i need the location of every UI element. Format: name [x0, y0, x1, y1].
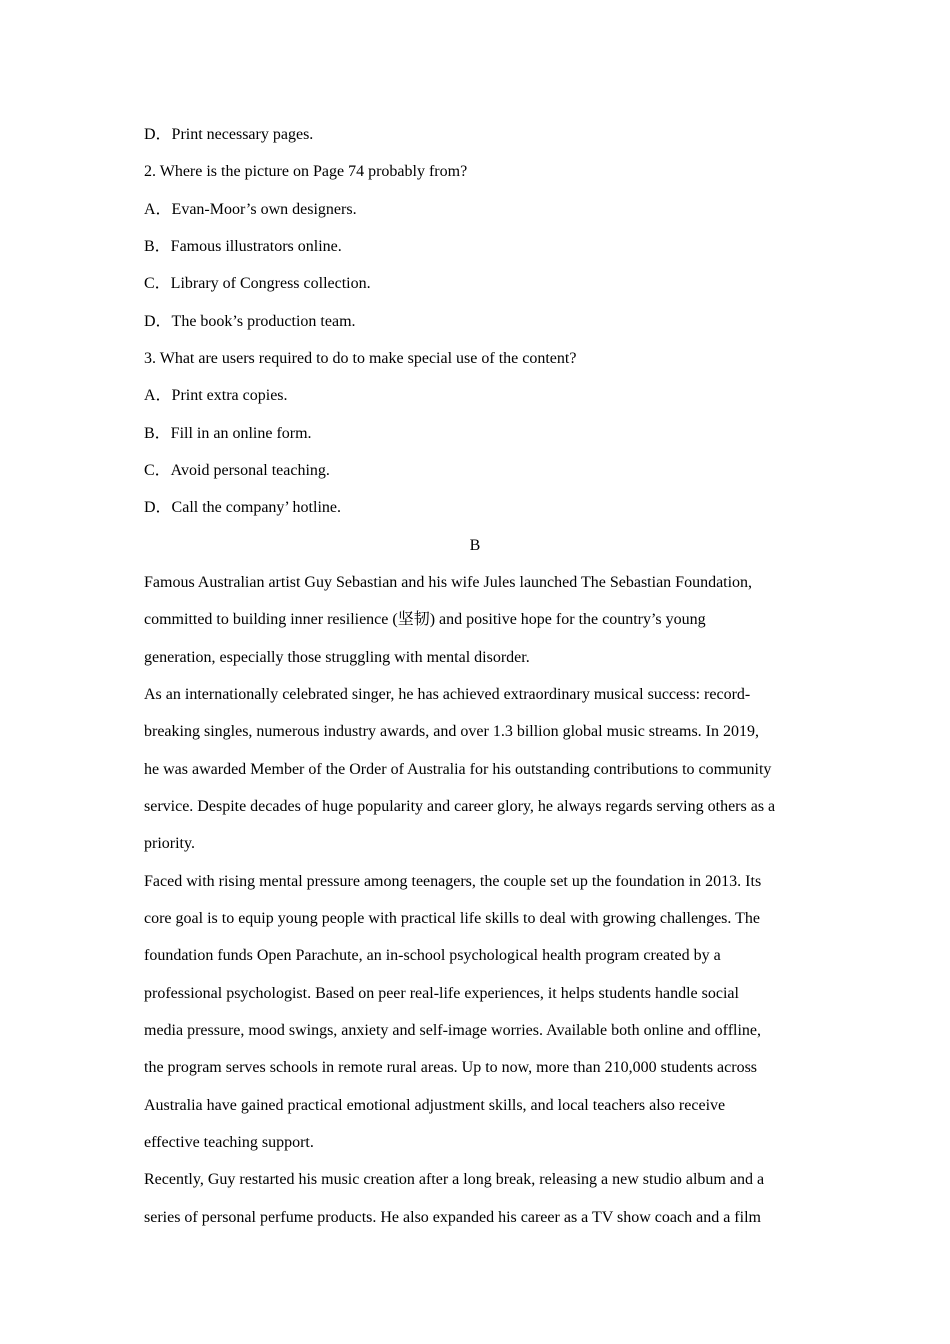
q2-option-a: A．Evan-Moor’s own designers. — [144, 201, 357, 218]
passage-line: Famous Australian artist Guy Sebastian and his wife Jules launched The Sebastian Foundation, — [144, 574, 753, 591]
passage-line: committed to building inner resilience (坚韧) and positive hope for the country’s young — [144, 611, 706, 628]
q2-option-b: B．Famous illustrators online. — [144, 238, 342, 255]
passage-line: Australia have gained practical emotional adjustment skills, and local teachers also receive — [144, 1097, 726, 1114]
passage-line: he was awarded Member of the Order of Australia for his outstanding contributions to community — [144, 761, 772, 778]
passage-line: professional psychologist. Based on peer real-life experiences, it helps students handle social — [144, 985, 739, 1002]
q3-option-d: D．Call the company’ hotline. — [144, 499, 341, 516]
q3-option-b: B．Fill in an online form. — [144, 425, 312, 442]
passage-line: the program serves schools in remote rural areas. Up to now, more than 210,000 students across — [144, 1059, 758, 1076]
passage-line: Faced with rising mental pressure among teenagers, the couple set up the foundation in 2013. Its — [144, 873, 762, 890]
passage-line: breaking singles, numerous industry awards, and over 1.3 billion global music streams. In 2019, — [144, 723, 760, 740]
passage-line: series of personal perfume products. He also expanded his career as a TV show coach and a film — [144, 1209, 761, 1226]
section-heading: B — [469, 537, 481, 554]
q1-option-d: D．Print necessary pages. — [144, 126, 314, 143]
passage-line: foundation funds Open Parachute, an in-school psychological health program created by a — [144, 947, 721, 964]
q3-option-a: A．Print extra copies. — [144, 387, 288, 404]
passage-line: priority. — [144, 835, 195, 852]
passage-line: effective teaching support. — [144, 1134, 314, 1151]
q2-stem: 2. Where is the picture on Page 74 probably from? — [144, 163, 468, 180]
passage-line: As an internationally celebrated singer, he has achieved extraordinary musical success: record- — [144, 686, 751, 703]
q3-option-c: C．Avoid personal teaching. — [144, 462, 330, 479]
q3-stem: 3. What are users required to do to make special use of the content? — [144, 350, 577, 367]
q2-option-c: C．Library of Congress collection. — [144, 275, 371, 292]
passage-line: media pressure, mood swings, anxiety and self-image worries. Available both online and offline, — [144, 1022, 762, 1039]
passage-line: service. Despite decades of huge popularity and career glory, he always regards serving others as a — [144, 798, 776, 815]
q2-option-d: D．The book’s production team. — [144, 313, 356, 330]
passage-line: core goal is to equip young people with practical life skills to deal with growing challenges. The — [144, 910, 760, 927]
passage-line: Recently, Guy restarted his music creation after a long break, releasing a new studio album and a — [144, 1171, 765, 1188]
passage-line: generation, especially those struggling with mental disorder. — [144, 649, 530, 666]
